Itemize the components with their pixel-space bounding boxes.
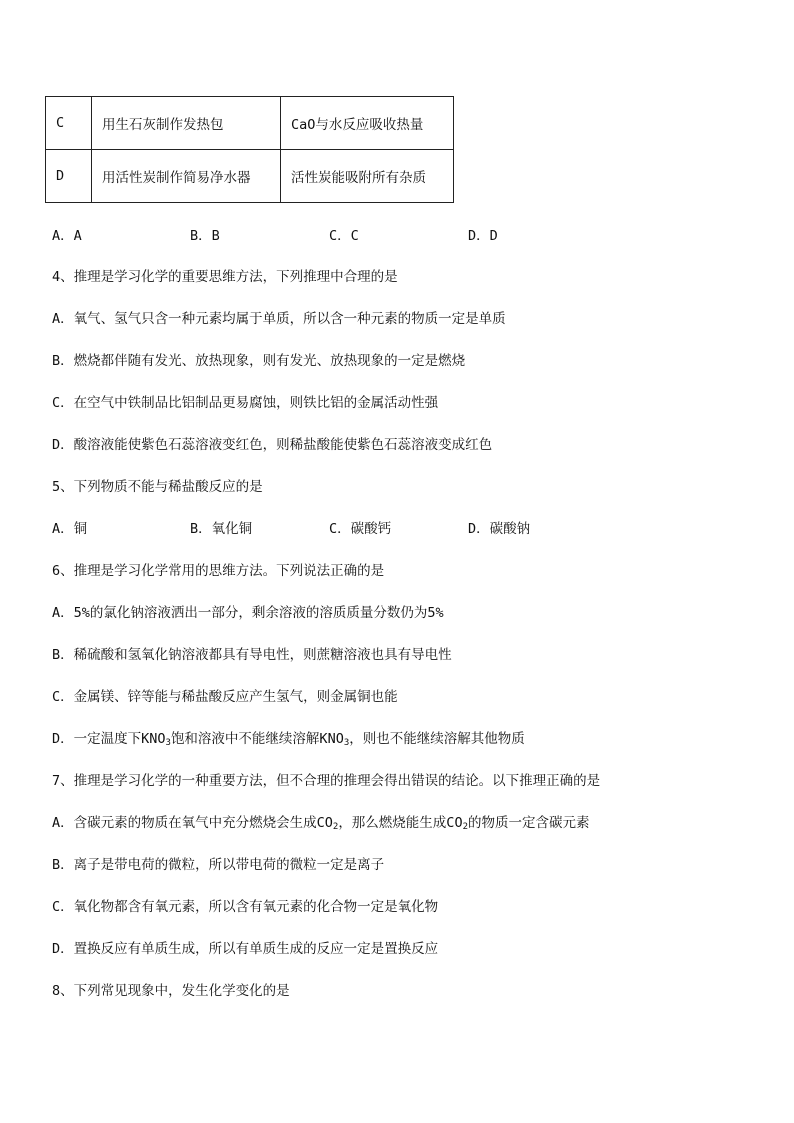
- q6-option-d: [52, 727, 525, 748]
- table-cell-reason: CaO与水反应吸收热量: [281, 97, 454, 150]
- q7-option-a-part2: ，那么燃烧能生成CO: [338, 815, 463, 831]
- q7-option-d: D．置换反应有单质生成，所以有单质生成的反应一定是置换反应: [52, 941, 439, 957]
- q5-option-b: B．氧化铜: [190, 521, 253, 537]
- q6-stem: 6、推理是学习化学常用的思维方法。下列说法正确的是: [52, 563, 385, 579]
- table-cell-letter: D: [46, 150, 92, 203]
- q6-option-d-part2: 饱和溶液中不能继续溶解KNO: [170, 731, 344, 747]
- q7-option-c: C．氧化物都含有氧元素，所以含有氧元素的化合物一定是氧化物: [52, 899, 439, 915]
- q3-option-d: D．D: [468, 228, 498, 244]
- q6-option-a: A．5%的氯化钠溶液洒出一部分，剩余溶液的溶质质量分数仍为5%: [52, 605, 444, 621]
- q5-option-a: A．铜: [52, 521, 88, 537]
- q4-option-c: C．在空气中铁制品比铝制品更易腐蚀，则铁比铝的金属活动性强: [52, 395, 439, 411]
- q5-option-d: D．碳酸钠: [468, 521, 531, 537]
- q4-option-a: A．氧气、氢气只含一种元素均属于单质，所以含一种元素的物质一定是单质: [52, 311, 506, 327]
- subscript: 2: [462, 822, 468, 832]
- subscript: 2: [332, 822, 339, 832]
- table-cell-use: 用生石灰制作发热包: [92, 97, 281, 150]
- q6-option-d-part1: D．一定温度下KNO: [52, 731, 166, 747]
- q6-option-d-part3: ，则也不能继续溶解其他物质: [349, 731, 525, 747]
- table-row: [46, 150, 454, 203]
- q7-option-a-part3: 的物质一定含碳元素: [468, 815, 590, 831]
- q6-option-b: B．稀硫酸和氢氧化钠溶液都具有导电性，则蔗糖溶液也具有导电性: [52, 647, 452, 663]
- q3-option-c: C．C: [329, 228, 359, 244]
- table-cell-letter: C: [46, 97, 92, 150]
- answer-table: [45, 96, 454, 203]
- subscript: 3: [343, 738, 350, 748]
- q3-option-a: A．A: [52, 228, 82, 244]
- q7-option-b: B．离子是带电荷的微粒，所以带电荷的微粒一定是离子: [52, 857, 385, 873]
- table-cell-reason: 活性炭能吸附所有杂质: [281, 150, 454, 203]
- q4-option-b: B．燃烧都伴随有发光、放热现象，则有发光、放热现象的一定是燃烧: [52, 353, 466, 369]
- q7-option-a: [52, 811, 590, 832]
- q5-stem: 5、下列物质不能与稀盐酸反应的是: [52, 479, 263, 495]
- table-cell-use: 用活性炭制作简易净水器: [92, 150, 281, 203]
- q5-option-c: C．碳酸钙: [329, 521, 392, 537]
- q7-option-a-part1: A．含碳元素的物质在氧气中充分燃烧会生成CO: [52, 815, 333, 831]
- table-row: [46, 97, 454, 150]
- q6-option-c: C．金属镁、锌等能与稀盐酸反应产生氢气，则金属铜也能: [52, 689, 398, 705]
- q3-option-b: B．B: [190, 228, 220, 244]
- q8-stem: 8、下列常见现象中，发生化学变化的是: [52, 983, 290, 999]
- q7-stem: 7、推理是学习化学的一种重要方法，但不合理的推理会得出错误的结论。以下推理正确的是: [52, 773, 601, 789]
- q4-stem: 4、推理是学习化学的重要思维方法，下列推理中合理的是: [52, 269, 398, 285]
- subscript: 3: [165, 738, 171, 748]
- q4-option-d: D．酸溶液能使紫色石蕊溶液变红色，则稀盐酸能使紫色石蕊溶液变成红色: [52, 437, 493, 453]
